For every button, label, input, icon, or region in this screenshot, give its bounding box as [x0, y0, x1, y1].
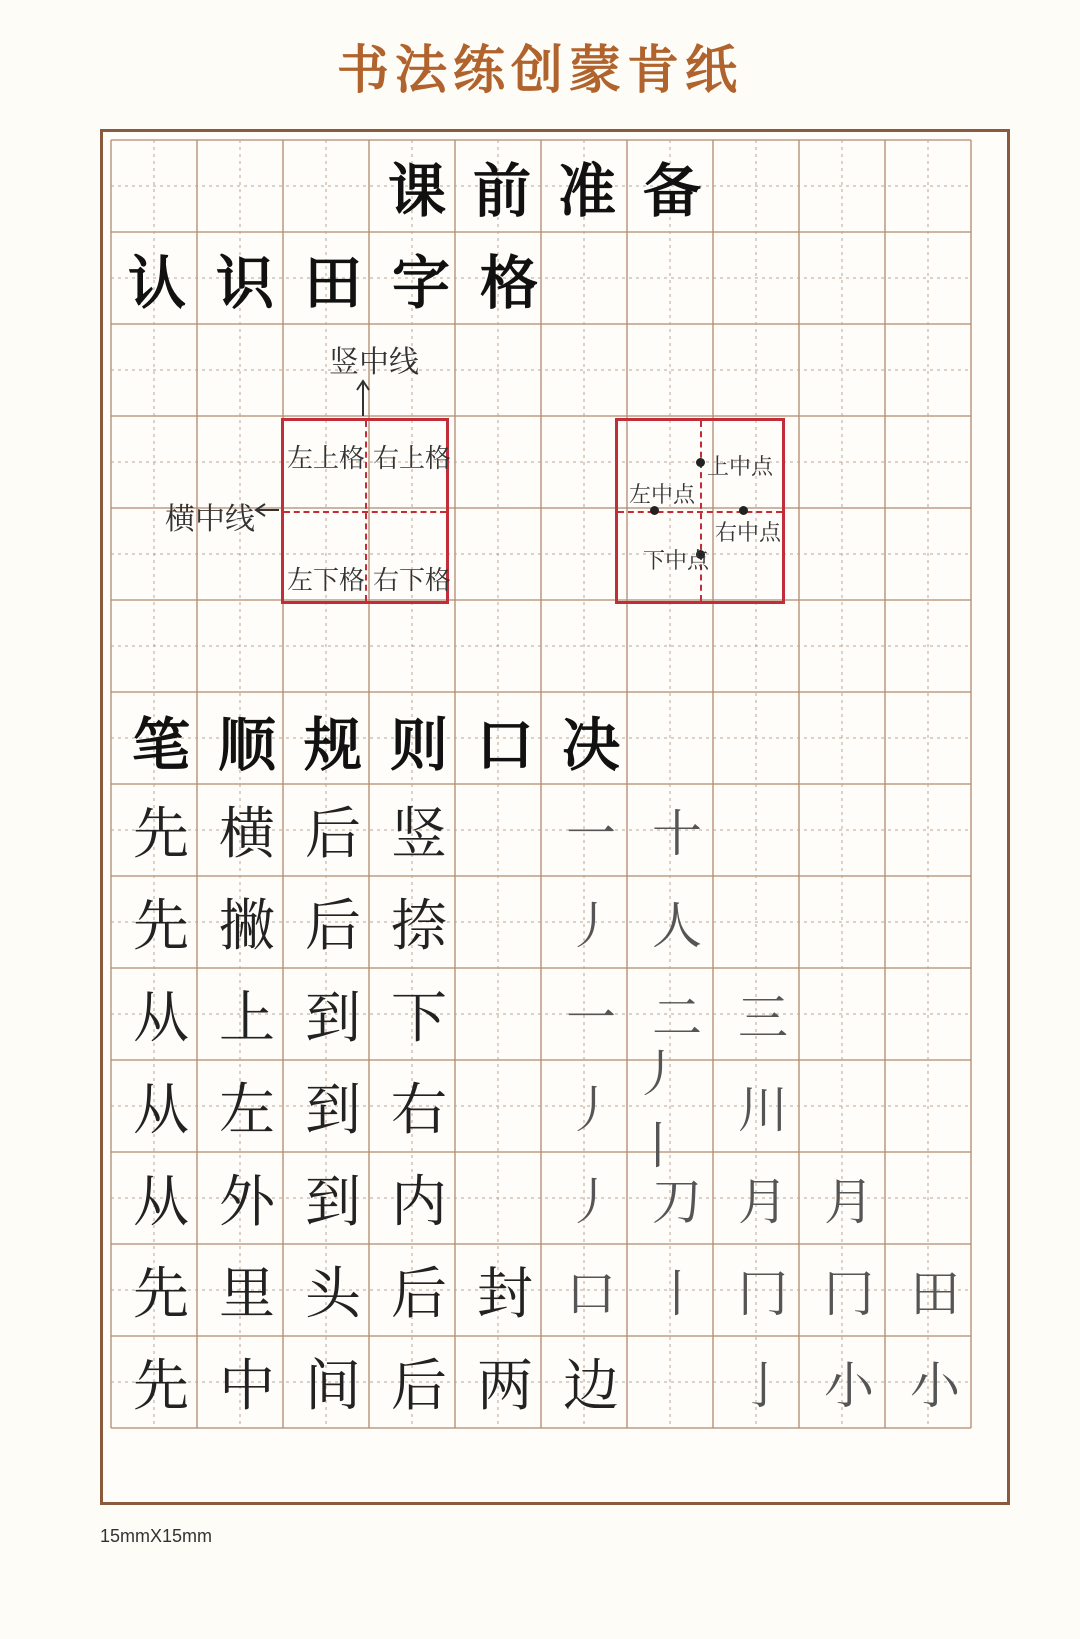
example-char: 亅	[738, 1356, 788, 1415]
section-rules-row	[103, 694, 1007, 785]
right-center-point-label: 右中点	[715, 521, 782, 546]
char: 准	[557, 156, 616, 225]
char: 课	[387, 156, 446, 225]
tianzige-diagram-points	[615, 418, 785, 604]
example-char: 月	[738, 1172, 788, 1231]
char: 备	[642, 156, 701, 225]
example-char: 丿	[566, 1080, 616, 1139]
rule-row	[103, 1152, 1007, 1243]
char: 字	[391, 248, 450, 317]
char: 顺	[217, 710, 276, 779]
rule-row	[103, 1336, 1007, 1427]
paper-size-note: 15mmX15mm	[100, 1526, 213, 1546]
rule-char: 中	[219, 1353, 275, 1419]
rule-char: 后	[391, 1353, 447, 1419]
example-char: 二	[652, 988, 702, 1047]
rule-char: 到	[305, 1077, 361, 1143]
char: 决	[561, 710, 620, 779]
example-char: 丨	[652, 1264, 702, 1323]
char: 田	[303, 248, 362, 317]
vertical-center-line-label: 竖中线	[329, 345, 419, 380]
horizontal-center-line-label: 横中线	[165, 502, 255, 537]
section-tianzige-row	[103, 232, 1007, 323]
rule-char: 右	[391, 1077, 447, 1143]
up-arrow-icon	[353, 378, 373, 418]
example-char: 丿丨	[633, 1044, 683, 1175]
rule-char: 先	[133, 893, 189, 959]
example-char: 三	[738, 988, 788, 1047]
rule-char: 内	[391, 1169, 447, 1235]
rule-char: 到	[305, 985, 361, 1051]
rule-char: 外	[219, 1169, 275, 1235]
rule-char: 上	[219, 985, 275, 1051]
char: 笔	[131, 710, 190, 779]
rule-char: 下	[391, 985, 447, 1051]
rule-char: 竖	[391, 801, 447, 867]
example-char: 人	[652, 896, 702, 955]
top-center-point	[696, 458, 705, 467]
page-title: 书法练创蒙肯纸	[336, 40, 743, 101]
quadrant-bottom-right-label: 右下格	[373, 566, 452, 596]
right-center-point	[739, 506, 748, 515]
rule-char: 后	[391, 1261, 447, 1327]
rule-char: 横	[219, 801, 275, 867]
example-char: 丿	[566, 1172, 616, 1231]
rule-char: 头	[305, 1261, 361, 1327]
example-char: 刀	[652, 1172, 702, 1231]
example-char: 口	[566, 1264, 616, 1323]
quadrant-top-right-label: 右上格	[373, 444, 452, 474]
rule-char: 间	[305, 1353, 361, 1419]
char: 认	[127, 248, 186, 317]
example-char: 十	[652, 804, 702, 863]
left-center-point-label: 左中点	[629, 483, 696, 508]
example-char: 川	[738, 1080, 788, 1139]
section-prep-row	[103, 140, 1007, 231]
rule-char: 后	[305, 801, 361, 867]
example-char: 小	[824, 1356, 874, 1415]
rule-row	[103, 876, 1007, 967]
rule-char: 先	[133, 1261, 189, 1327]
example-char: 田	[910, 1264, 960, 1323]
rule-row	[103, 784, 1007, 875]
char: 识	[215, 248, 274, 317]
example-char: 月	[824, 1172, 874, 1231]
example-char: 一	[566, 804, 616, 863]
rule-char: 两	[477, 1353, 533, 1419]
example-char: 冂	[824, 1264, 874, 1323]
rule-char: 从	[133, 985, 189, 1051]
char: 规	[303, 710, 362, 779]
rule-char: 封	[477, 1261, 533, 1327]
quadrant-bottom-left-label: 左下格	[287, 566, 366, 596]
example-char: 一	[566, 988, 616, 1047]
rule-char: 后	[305, 893, 361, 959]
example-char: 小	[910, 1356, 960, 1415]
rule-row	[103, 1044, 1007, 1175]
rule-char: 先	[133, 801, 189, 867]
rule-row	[103, 968, 1007, 1059]
rule-char: 左	[219, 1077, 275, 1143]
bottom-center-point-label: 下中点	[643, 549, 710, 574]
rule-char: 边	[563, 1353, 619, 1419]
left-arrow-icon	[253, 500, 281, 520]
char: 口	[475, 710, 534, 779]
rule-char: 里	[219, 1261, 275, 1327]
rule-row	[103, 1244, 1007, 1335]
char: 格	[479, 248, 538, 317]
example-char: 冂	[738, 1264, 788, 1323]
rule-char: 从	[133, 1077, 189, 1143]
char: 则	[389, 710, 448, 779]
practice-grid-paper	[100, 129, 1010, 1505]
rule-char: 从	[133, 1169, 189, 1235]
rule-char: 捺	[391, 893, 447, 959]
quadrant-top-left-label: 左上格	[287, 444, 366, 474]
top-center-point-label: 上中点	[707, 455, 774, 480]
rule-char: 先	[133, 1353, 189, 1419]
example-char: 丿	[566, 896, 616, 955]
char: 前	[472, 156, 531, 225]
rule-char: 撇	[219, 893, 275, 959]
rule-char: 到	[305, 1169, 361, 1235]
